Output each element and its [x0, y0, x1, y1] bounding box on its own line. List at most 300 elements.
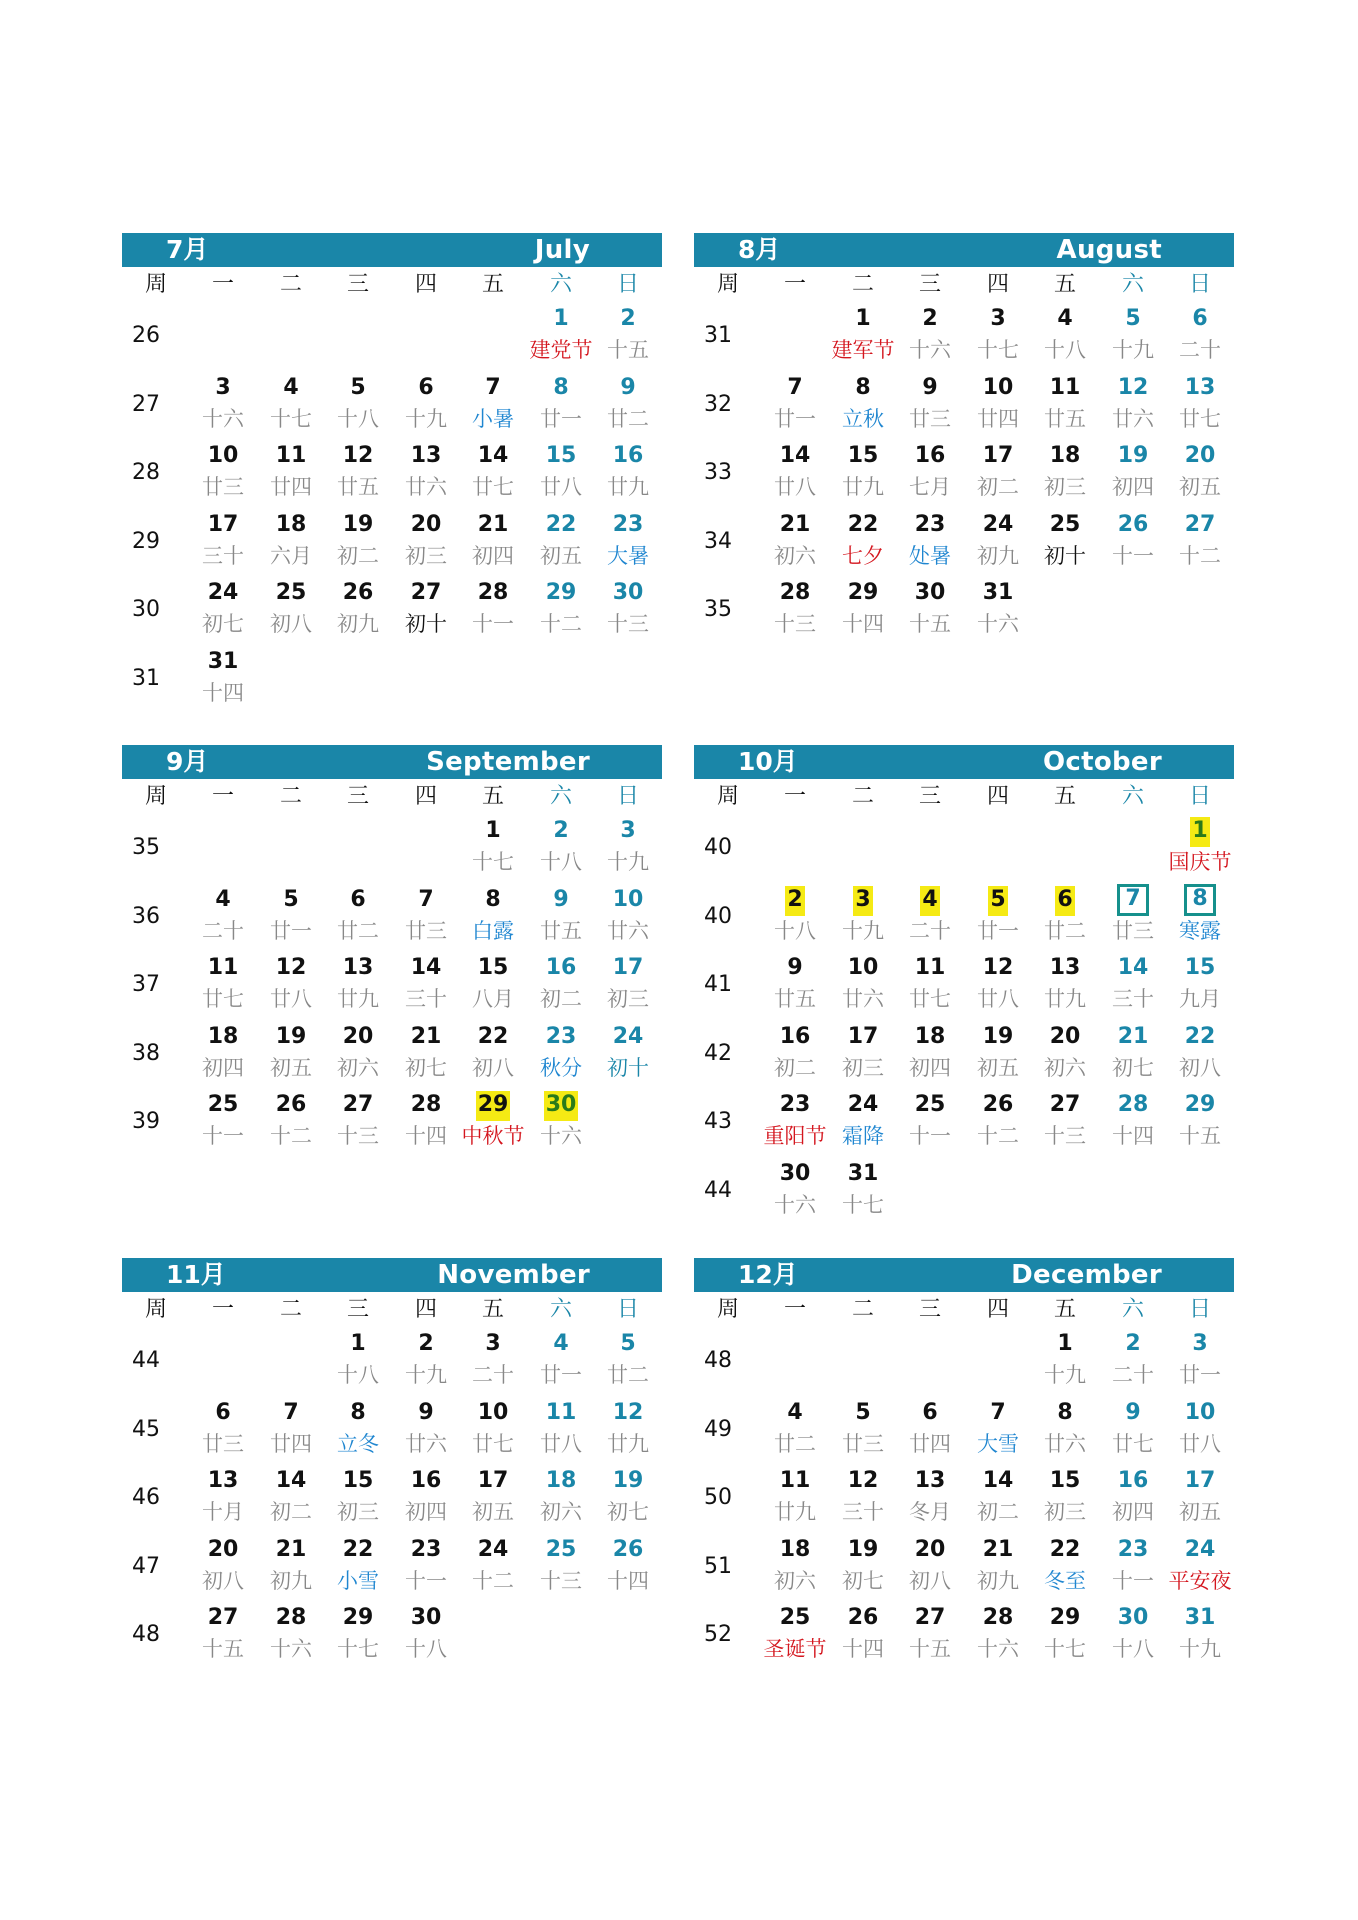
day-cell[interactable] [761, 1397, 829, 1459]
week-row [122, 1089, 662, 1158]
day-number: 25 [275, 580, 307, 605]
day-cell[interactable] [896, 577, 964, 639]
week-row [694, 1602, 1234, 1671]
weekday-label: 四 [414, 272, 437, 297]
day-cell[interactable] [189, 1602, 257, 1664]
day-cell[interactable] [1031, 1602, 1099, 1664]
day-number: 25 [914, 1092, 946, 1117]
day-cell[interactable] [964, 952, 1032, 1014]
day-cell[interactable] [964, 1089, 1032, 1151]
weekday-label: 五 [481, 272, 504, 297]
day-cell[interactable] [829, 952, 897, 1014]
day-cell[interactable] [527, 440, 595, 502]
day-cell[interactable] [189, 372, 257, 434]
day-cell[interactable] [1031, 440, 1099, 502]
day-cell[interactable] [257, 1397, 325, 1459]
day-cell[interactable] [527, 1328, 595, 1390]
day-cell[interactable] [896, 1397, 964, 1459]
lunar-label: 初二 [977, 475, 1019, 499]
day-cell[interactable] [324, 1089, 392, 1151]
day-number: 18 [914, 1023, 946, 1049]
day-cell[interactable] [594, 1465, 662, 1527]
day-cell[interactable] [1099, 1021, 1167, 1083]
weekday-label: 六 [1121, 1297, 1144, 1322]
lunar-label: 十九 [405, 406, 447, 431]
day-cell[interactable] [459, 509, 527, 571]
day-cell[interactable] [1099, 1089, 1167, 1151]
day-cell[interactable] [896, 1534, 964, 1596]
day-cell[interactable] [189, 646, 257, 708]
lunar-label: 十四 [842, 612, 884, 636]
day-cell[interactable] [324, 577, 392, 639]
day-cell[interactable] [257, 1021, 325, 1083]
day-cell[interactable] [324, 1534, 392, 1596]
lunar-label: 霜降 [842, 1124, 884, 1148]
month-title-cn: 8月 [738, 235, 781, 264]
day-cell[interactable] [189, 1465, 257, 1527]
lunar-label: 十二 [977, 1124, 1019, 1148]
day-cell[interactable] [459, 1328, 527, 1390]
lunar-label: 廿七 [909, 987, 951, 1011]
day-cell[interactable] [964, 884, 1032, 946]
day-cell[interactable] [1031, 884, 1099, 946]
day-cell[interactable] [1099, 303, 1167, 365]
lunar-label: 初八 [270, 612, 312, 636]
day-cell[interactable] [527, 1397, 595, 1459]
day-cell[interactable] [964, 1465, 1032, 1527]
day-cell[interactable] [527, 1534, 595, 1596]
day-cell[interactable] [964, 1602, 1032, 1664]
day-cell[interactable] [761, 952, 829, 1014]
day-number: 24 [477, 1536, 509, 1562]
lunar-label: 二十 [1179, 338, 1221, 362]
week-row [122, 440, 662, 509]
weekday-label: 四 [414, 784, 437, 809]
day-cell[interactable] [189, 1534, 257, 1596]
day-cell[interactable] [594, 1397, 662, 1459]
day-cell[interactable] [1166, 1465, 1234, 1527]
lunar-label: 初九 [977, 543, 1019, 568]
day-cell[interactable] [896, 1089, 964, 1151]
day-cell[interactable] [527, 952, 595, 1014]
day-cell[interactable] [392, 372, 460, 434]
day-cell[interactable] [1166, 815, 1234, 877]
day-cell[interactable] [392, 1328, 460, 1390]
day-cell[interactable] [1099, 1397, 1167, 1459]
day-cell[interactable] [829, 1465, 897, 1527]
day-cell[interactable] [896, 1465, 964, 1527]
day-number: 30 [544, 1091, 579, 1121]
lunar-label: 初五 [540, 543, 582, 568]
day-cell[interactable] [459, 440, 527, 502]
day-cell[interactable] [392, 577, 460, 639]
week-row [694, 1089, 1234, 1158]
month-header [694, 233, 1234, 267]
day-cell[interactable] [1166, 509, 1234, 571]
day-cell[interactable] [1099, 952, 1167, 1014]
month-december [694, 1258, 1234, 1671]
week-number: 38 [132, 1040, 160, 1066]
day-cell[interactable] [459, 815, 527, 877]
lunar-label: 初十 [405, 612, 447, 636]
day-cell[interactable] [896, 884, 964, 946]
day-cell[interactable] [459, 952, 527, 1014]
day-number: 16 [410, 1468, 442, 1493]
day-cell[interactable] [1031, 372, 1099, 434]
day-cell[interactable] [594, 952, 662, 1014]
week-number: 40 [704, 835, 732, 860]
weekday-label: 周 [144, 1297, 167, 1322]
lunar-label: 十七 [270, 406, 312, 431]
day-number: 31 [982, 580, 1014, 605]
day-cell[interactable] [257, 509, 325, 571]
lunar-label: 二十 [909, 918, 951, 943]
day-cell[interactable] [964, 1534, 1032, 1596]
day-cell[interactable] [189, 440, 257, 502]
lunar-label: 廿九 [337, 987, 379, 1011]
day-cell[interactable] [1166, 952, 1234, 1014]
day-number: 6 [418, 374, 434, 400]
lunar-label: 初八 [472, 1055, 514, 1080]
day-cell[interactable] [594, 372, 662, 434]
day-cell[interactable] [1166, 440, 1234, 502]
day-cell[interactable] [964, 577, 1032, 639]
day-cell[interactable] [527, 884, 595, 946]
day-cell[interactable] [527, 303, 595, 365]
day-cell[interactable] [1031, 303, 1099, 365]
day-number: 13 [1049, 955, 1081, 980]
day-cell[interactable] [324, 509, 392, 571]
lunar-label: 廿五 [337, 475, 379, 499]
day-cell[interactable] [829, 372, 897, 434]
day-cell[interactable] [1031, 1397, 1099, 1459]
day-cell[interactable] [392, 440, 460, 502]
week-number: 29 [132, 528, 160, 554]
day-cell[interactable] [392, 1534, 460, 1596]
day-cell[interactable] [459, 372, 527, 434]
lunar-label: 十五 [607, 338, 649, 362]
day-cell[interactable] [459, 1534, 527, 1596]
day-cell[interactable] [392, 1465, 460, 1527]
lunar-label: 十五 [909, 612, 951, 636]
day-cell[interactable] [1099, 509, 1167, 571]
lunar-label: 廿二 [607, 406, 649, 431]
day-cell[interactable] [257, 1602, 325, 1664]
day-number: 28 [275, 1605, 307, 1630]
week-row [694, 1534, 1234, 1603]
day-number: 13 [1184, 374, 1216, 400]
day-cell[interactable] [761, 1021, 829, 1083]
day-cell[interactable] [189, 1089, 257, 1151]
weekday-label: 四 [414, 1297, 437, 1322]
day-cell[interactable] [324, 440, 392, 502]
day-cell[interactable] [324, 884, 392, 946]
lunar-label: 初九 [270, 1568, 312, 1593]
day-cell[interactable] [1099, 1328, 1167, 1390]
week-row [694, 440, 1234, 509]
day-cell[interactable] [257, 884, 325, 946]
lunar-label: 秋分 [540, 1055, 582, 1080]
day-cell[interactable] [1166, 372, 1234, 434]
day-cell[interactable] [257, 577, 325, 639]
day-cell[interactable] [324, 1465, 392, 1527]
week-row [694, 952, 1234, 1021]
month-grid [694, 267, 1234, 646]
day-cell[interactable] [594, 884, 662, 946]
day-cell[interactable] [324, 1602, 392, 1664]
day-cell[interactable] [1166, 1021, 1234, 1083]
day-cell[interactable] [527, 815, 595, 877]
day-cell[interactable] [1099, 1465, 1167, 1527]
day-cell[interactable] [1166, 884, 1234, 946]
day-number: 18 [275, 511, 307, 537]
day-cell[interactable] [257, 440, 325, 502]
day-cell[interactable] [896, 1602, 964, 1664]
day-cell[interactable] [761, 1089, 829, 1151]
day-number: 17 [847, 1023, 879, 1049]
day-cell[interactable] [1031, 1465, 1099, 1527]
day-cell[interactable] [964, 440, 1032, 502]
day-cell[interactable] [1166, 1602, 1234, 1664]
week-number: 51 [704, 1553, 732, 1579]
lunar-label: 十六 [977, 1637, 1019, 1661]
day-number: 9 [1125, 1399, 1141, 1425]
day-number: 21 [779, 511, 811, 537]
day-cell[interactable] [1166, 1328, 1234, 1390]
day-number: 5 [855, 1399, 871, 1425]
day-cell[interactable] [1166, 1534, 1234, 1596]
lunar-label: 圣诞节 [763, 1637, 827, 1661]
day-cell[interactable] [896, 440, 964, 502]
day-cell[interactable] [594, 1328, 662, 1390]
week-number: 48 [704, 1348, 732, 1373]
lunar-label: 初六 [774, 543, 816, 568]
day-cell[interactable] [594, 303, 662, 365]
day-number: 19 [847, 1536, 879, 1562]
day-cell[interactable] [459, 1021, 527, 1083]
day-cell[interactable] [324, 952, 392, 1014]
day-cell[interactable] [829, 1397, 897, 1459]
day-cell[interactable] [594, 815, 662, 877]
day-cell[interactable] [761, 1534, 829, 1596]
day-number: 11 [779, 1468, 811, 1493]
day-cell[interactable] [257, 952, 325, 1014]
day-cell[interactable] [392, 1602, 460, 1664]
day-cell[interactable] [257, 372, 325, 434]
day-cell[interactable] [189, 509, 257, 571]
day-cell[interactable] [829, 303, 897, 365]
lunar-label: 廿七 [1112, 1431, 1154, 1456]
lunar-label: 小暑 [472, 406, 514, 431]
day-number: 24 [1184, 1536, 1216, 1562]
lunar-label: 二十 [202, 918, 244, 943]
day-cell[interactable] [896, 952, 964, 1014]
lunar-label: 初三 [405, 543, 447, 568]
day-number: 28 [779, 580, 811, 605]
day-cell[interactable] [392, 509, 460, 571]
lunar-label: 初五 [1179, 1500, 1221, 1524]
day-number: 22 [342, 1536, 374, 1562]
lunar-label: 廿二 [607, 1363, 649, 1387]
day-cell[interactable] [964, 1021, 1032, 1083]
lunar-label: 初八 [1179, 1055, 1221, 1080]
day-cell[interactable] [761, 1465, 829, 1527]
lunar-label: 十七 [1044, 1637, 1086, 1661]
day-cell[interactable] [324, 1328, 392, 1390]
day-cell[interactable] [459, 1089, 527, 1151]
day-cell[interactable] [829, 884, 897, 946]
day-cell[interactable] [459, 577, 527, 639]
day-cell[interactable] [594, 440, 662, 502]
day-cell[interactable] [829, 1602, 897, 1664]
day-cell[interactable] [829, 577, 897, 639]
day-cell[interactable] [1099, 1534, 1167, 1596]
day-cell[interactable] [527, 372, 595, 434]
day-cell[interactable] [1099, 1602, 1167, 1664]
day-number: 1 [350, 1331, 366, 1356]
day-cell[interactable] [392, 1021, 460, 1083]
day-cell[interactable] [257, 1534, 325, 1596]
day-cell[interactable] [896, 1021, 964, 1083]
lunar-label: 立冬 [337, 1431, 379, 1456]
day-cell[interactable] [189, 1397, 257, 1459]
day-cell[interactable] [527, 577, 595, 639]
day-cell[interactable] [1166, 1089, 1234, 1151]
day-cell[interactable] [1031, 1534, 1099, 1596]
day-cell[interactable] [257, 1089, 325, 1151]
day-cell[interactable] [1031, 509, 1099, 571]
lunar-label: 十九 [405, 1363, 447, 1387]
lunar-label: 初二 [540, 987, 582, 1011]
day-number: 24 [847, 1092, 879, 1117]
day-cell[interactable] [964, 372, 1032, 434]
day-cell[interactable] [189, 1021, 257, 1083]
month-title-cn: 7月 [166, 235, 209, 264]
day-cell[interactable] [761, 372, 829, 434]
day-cell[interactable] [1099, 440, 1167, 502]
lunar-label: 初七 [607, 1500, 649, 1524]
day-cell[interactable] [527, 1089, 595, 1151]
day-cell[interactable] [829, 440, 897, 502]
day-cell[interactable] [829, 1534, 897, 1596]
day-cell[interactable] [1166, 303, 1234, 365]
day-cell[interactable] [459, 884, 527, 946]
day-cell[interactable] [896, 509, 964, 571]
lunar-label: 十四 [202, 680, 244, 705]
day-cell[interactable] [829, 509, 897, 571]
day-cell[interactable] [594, 509, 662, 571]
week-row [694, 372, 1234, 441]
day-cell[interactable] [1031, 952, 1099, 1014]
day-number: 5 [620, 1331, 636, 1356]
day-cell[interactable] [829, 1089, 897, 1151]
lunar-label: 廿一 [270, 918, 312, 943]
day-number: 21 [1117, 1023, 1149, 1049]
day-number: 21 [982, 1536, 1014, 1562]
day-cell[interactable] [761, 440, 829, 502]
day-cell[interactable] [1031, 1089, 1099, 1151]
day-cell[interactable] [189, 884, 257, 946]
day-cell[interactable] [324, 1021, 392, 1083]
day-cell[interactable] [964, 509, 1032, 571]
week-row [122, 1021, 662, 1090]
week-row [694, 577, 1234, 646]
day-cell[interactable] [1031, 1021, 1099, 1083]
day-cell[interactable] [324, 1397, 392, 1459]
month-title-en: July [534, 235, 590, 265]
day-number: 13 [342, 955, 374, 980]
day-cell[interactable] [1099, 372, 1167, 434]
week-row [694, 1021, 1234, 1090]
day-cell[interactable] [1099, 884, 1167, 946]
week-number: 36 [132, 903, 160, 929]
day-cell[interactable] [189, 577, 257, 639]
day-cell[interactable] [1166, 1397, 1234, 1459]
weekday-label: 五 [1053, 1297, 1076, 1322]
day-cell[interactable] [594, 1534, 662, 1596]
day-number: 25 [1049, 511, 1081, 537]
day-cell[interactable] [964, 303, 1032, 365]
day-cell[interactable] [761, 1158, 829, 1220]
lunar-label: 廿七 [202, 987, 244, 1011]
weekday-label: 一 [211, 1297, 234, 1322]
weekday-label: 周 [144, 272, 167, 297]
day-cell[interactable] [257, 1465, 325, 1527]
day-cell[interactable] [392, 952, 460, 1014]
day-cell[interactable] [392, 884, 460, 946]
day-cell[interactable] [896, 303, 964, 365]
weekday-label: 三 [346, 272, 369, 297]
day-number: 25 [207, 1092, 239, 1117]
day-cell[interactable] [459, 1465, 527, 1527]
day-cell[interactable] [761, 509, 829, 571]
week-number: 28 [132, 460, 160, 485]
day-cell[interactable] [459, 1397, 527, 1459]
lunar-label: 十六 [977, 612, 1019, 636]
day-number: 27 [1049, 1092, 1081, 1117]
day-cell[interactable] [324, 372, 392, 434]
day-number: 2 [1125, 1331, 1141, 1356]
day-cell[interactable] [594, 577, 662, 639]
day-number: 8 [1057, 1399, 1073, 1425]
lunar-label: 廿一 [540, 1363, 582, 1387]
day-cell[interactable] [896, 372, 964, 434]
day-number: 28 [410, 1092, 442, 1117]
day-cell[interactable] [1031, 1328, 1099, 1390]
day-cell[interactable] [527, 509, 595, 571]
day-number: 1 [1190, 817, 1209, 847]
lunar-label: 十八 [774, 918, 816, 943]
day-cell[interactable] [392, 1397, 460, 1459]
day-cell[interactable] [964, 1397, 1032, 1459]
day-cell[interactable] [189, 952, 257, 1014]
day-cell[interactable] [761, 1602, 829, 1664]
lunar-label: 处暑 [909, 543, 951, 568]
day-cell[interactable] [761, 577, 829, 639]
day-cell[interactable] [527, 1465, 595, 1527]
day-cell[interactable] [392, 1089, 460, 1151]
week-row [122, 1602, 662, 1671]
day-cell[interactable] [527, 1021, 595, 1083]
day-cell[interactable] [829, 1021, 897, 1083]
day-cell[interactable] [594, 1021, 662, 1083]
day-number: 30 [779, 1160, 811, 1186]
lunar-label: 十八 [1044, 338, 1086, 362]
day-cell[interactable] [829, 1158, 897, 1220]
day-cell[interactable] [761, 884, 829, 946]
lunar-label: 初五 [977, 1055, 1019, 1080]
day-number: 24 [612, 1023, 644, 1049]
